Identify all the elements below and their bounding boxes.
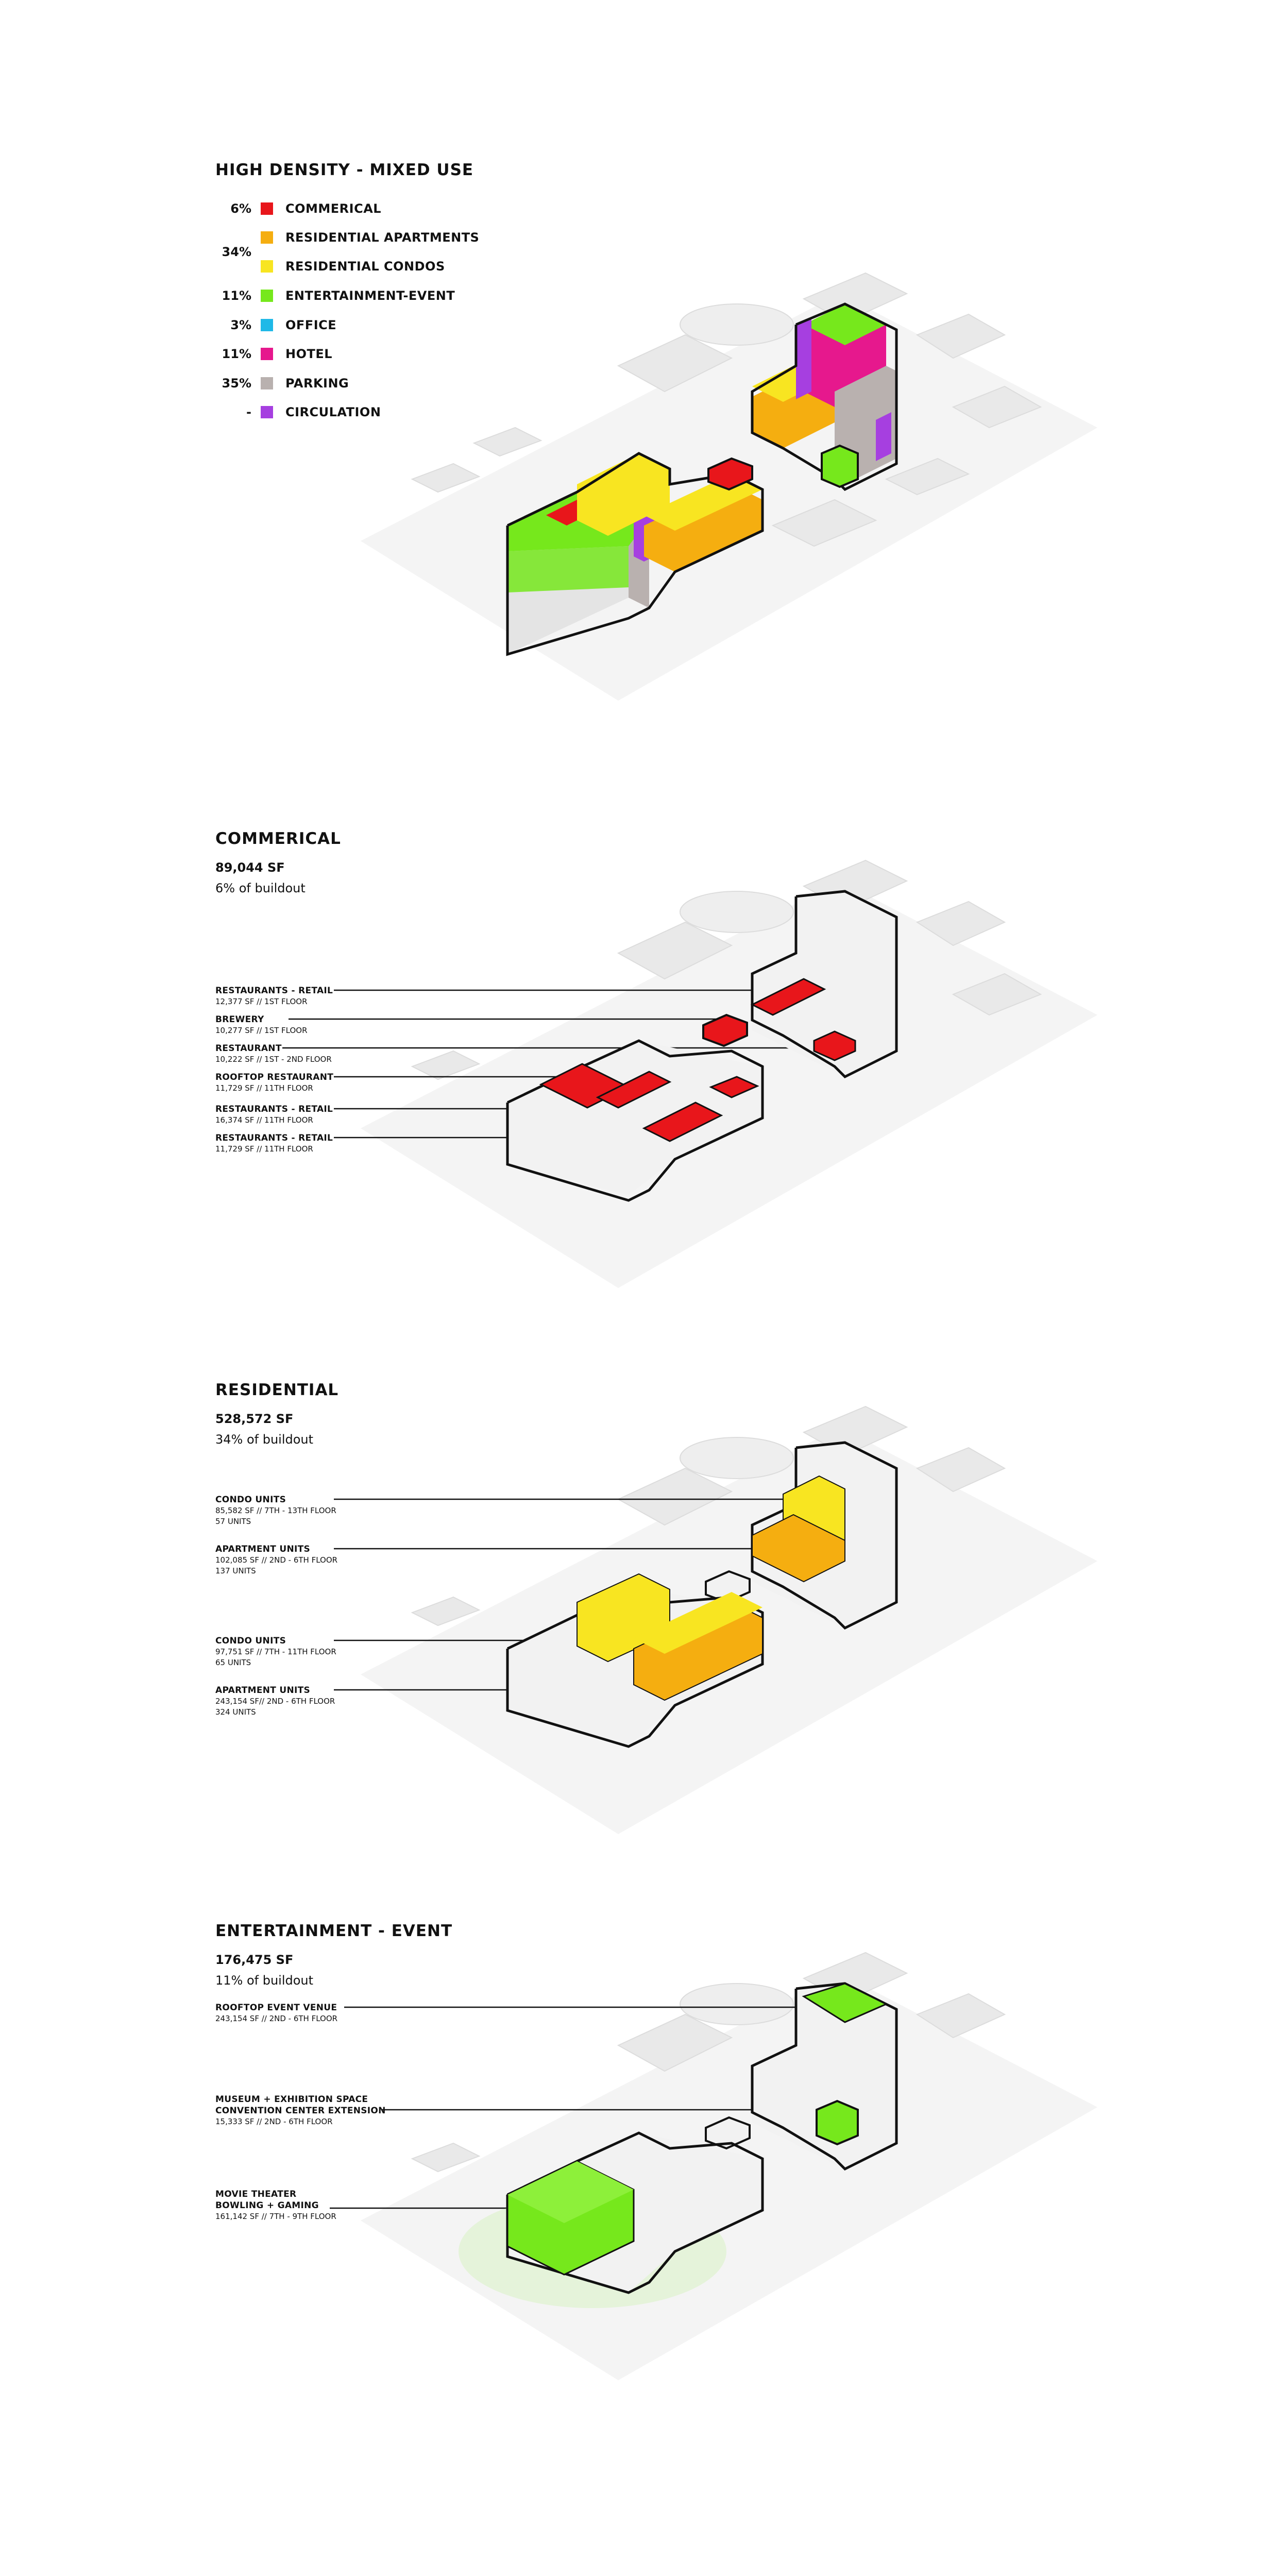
panel-title: RESIDENTIAL (215, 1381, 339, 1399)
legend-label: ENTERTAINMENT-EVENT (285, 289, 455, 303)
area-figure: 528,572 SF (215, 1412, 294, 1426)
massing-diagram-residential (0, 1355, 1288, 1911)
panel-mixed-use (0, 0, 1288, 799)
callout-name: RESTAURANTS - RETAIL (215, 986, 333, 996)
callout-name: MUSEUM + EXHIBITION SPACE (215, 2094, 368, 2105)
museum-pavilion (822, 446, 858, 487)
panel-residential (0, 1355, 1288, 1911)
legend-pct: 11% (222, 347, 251, 361)
callout-units: 65 UNITS (215, 1658, 251, 1667)
callout-detail: 161,142 SF // 7TH - 9TH FLOOR (215, 2212, 336, 2221)
callout-detail: 102,085 SF // 2ND - 6TH FLOOR (215, 1555, 338, 1565)
callout-name: RESTAURANTS - RETAIL (215, 1133, 333, 1143)
area-figure: 89,044 SF (215, 860, 285, 875)
callout-name: APARTMENT UNITS (215, 1544, 311, 1554)
legend-pct: - (246, 405, 251, 419)
legend-label: RESIDENTIAL APARTMENTS (285, 230, 480, 245)
callout-name: CONDO UNITS (215, 1495, 286, 1505)
callout-name: APARTMENT UNITS (215, 1685, 311, 1696)
callout-name: ROOFTOP EVENT VENUE (215, 2003, 337, 2013)
commercial-swatch (261, 202, 273, 215)
legend-pct: 11% (222, 289, 251, 303)
callout-units: 57 UNITS (215, 1517, 251, 1526)
legend-label: CIRCULATION (285, 405, 381, 419)
callout-name: CONDO UNITS (215, 1636, 286, 1646)
callout-name-line2: CONVENTION CENTER EXTENSION (215, 2106, 386, 2116)
legend-pct: 6% (230, 201, 251, 216)
callout-name: ROOFTOP RESTAURANT (215, 1072, 334, 1082)
massing-diagram-mixed-use (0, 237, 1288, 732)
museum-exhibition-pavilion (817, 2101, 858, 2144)
massing-diagram-commercial (0, 799, 1288, 1355)
panel-entertainment (0, 1911, 1288, 2576)
panel-title: ENTERTAINMENT - EVENT (215, 1922, 453, 1940)
legend-pct: 3% (230, 318, 251, 332)
callout-detail: 85,582 SF // 7TH - 13TH FLOOR (215, 1506, 336, 1515)
legend-label: OFFICE (285, 318, 337, 332)
callout-units: 324 UNITS (215, 1707, 256, 1717)
callout-name: BREWERY (215, 1014, 264, 1025)
legend-item-commercial (215, 199, 381, 218)
panel-title: COMMERICAL (215, 829, 341, 848)
callout-name: RESTAURANTS - RETAIL (215, 1104, 333, 1114)
callout-detail: 11,729 SF // 11TH FLOOR (215, 1144, 313, 1154)
callout-detail: 243,154 SF // 2ND - 6TH FLOOR (215, 2014, 338, 2023)
callout-detail: 15,333 SF // 2ND - 6TH FLOOR (215, 2117, 333, 2126)
callout-detail: 97,751 SF // 7TH - 11TH FLOOR (215, 1647, 336, 1656)
buildout-share: 34% of buildout (215, 1432, 314, 1447)
legend-label: COMMERICAL (285, 201, 382, 216)
legend-label: HOTEL (285, 347, 333, 361)
callout-detail: 243,154 SF// 2ND - 6TH FLOOR (215, 1697, 335, 1706)
panel-title: HIGH DENSITY - MIXED USE (215, 161, 474, 179)
callout-name-line2: BOWLING + GAMING (215, 2200, 319, 2211)
legend-pct: 34% (222, 245, 251, 259)
area-figure: 176,475 SF (215, 1953, 294, 1967)
massing-diagram-entertainment (0, 1911, 1288, 2576)
callout-detail: 12,377 SF // 1ST FLOOR (215, 997, 308, 1006)
panel-commercial (0, 799, 1288, 1355)
legend-label: PARKING (285, 376, 349, 391)
callout-units: 137 UNITS (215, 1566, 256, 1575)
callout-name: MOVIE THEATER (215, 2189, 297, 2199)
callout-name: RESTAURANT (215, 1043, 282, 1054)
callout-detail: 16,374 SF // 11TH FLOOR (215, 1115, 313, 1125)
legend-pct: 35% (222, 376, 251, 391)
buildout-share: 11% of buildout (215, 1973, 314, 1988)
callout-detail: 10,222 SF // 1ST - 2ND FLOOR (215, 1055, 332, 1064)
callout-detail: 10,277 SF // 1ST FLOOR (215, 1026, 308, 1035)
callout-detail: 11,729 SF // 11TH FLOOR (215, 1083, 313, 1093)
buildout-share: 6% of buildout (215, 881, 306, 895)
legend-label: RESIDENTIAL CONDOS (285, 259, 445, 274)
